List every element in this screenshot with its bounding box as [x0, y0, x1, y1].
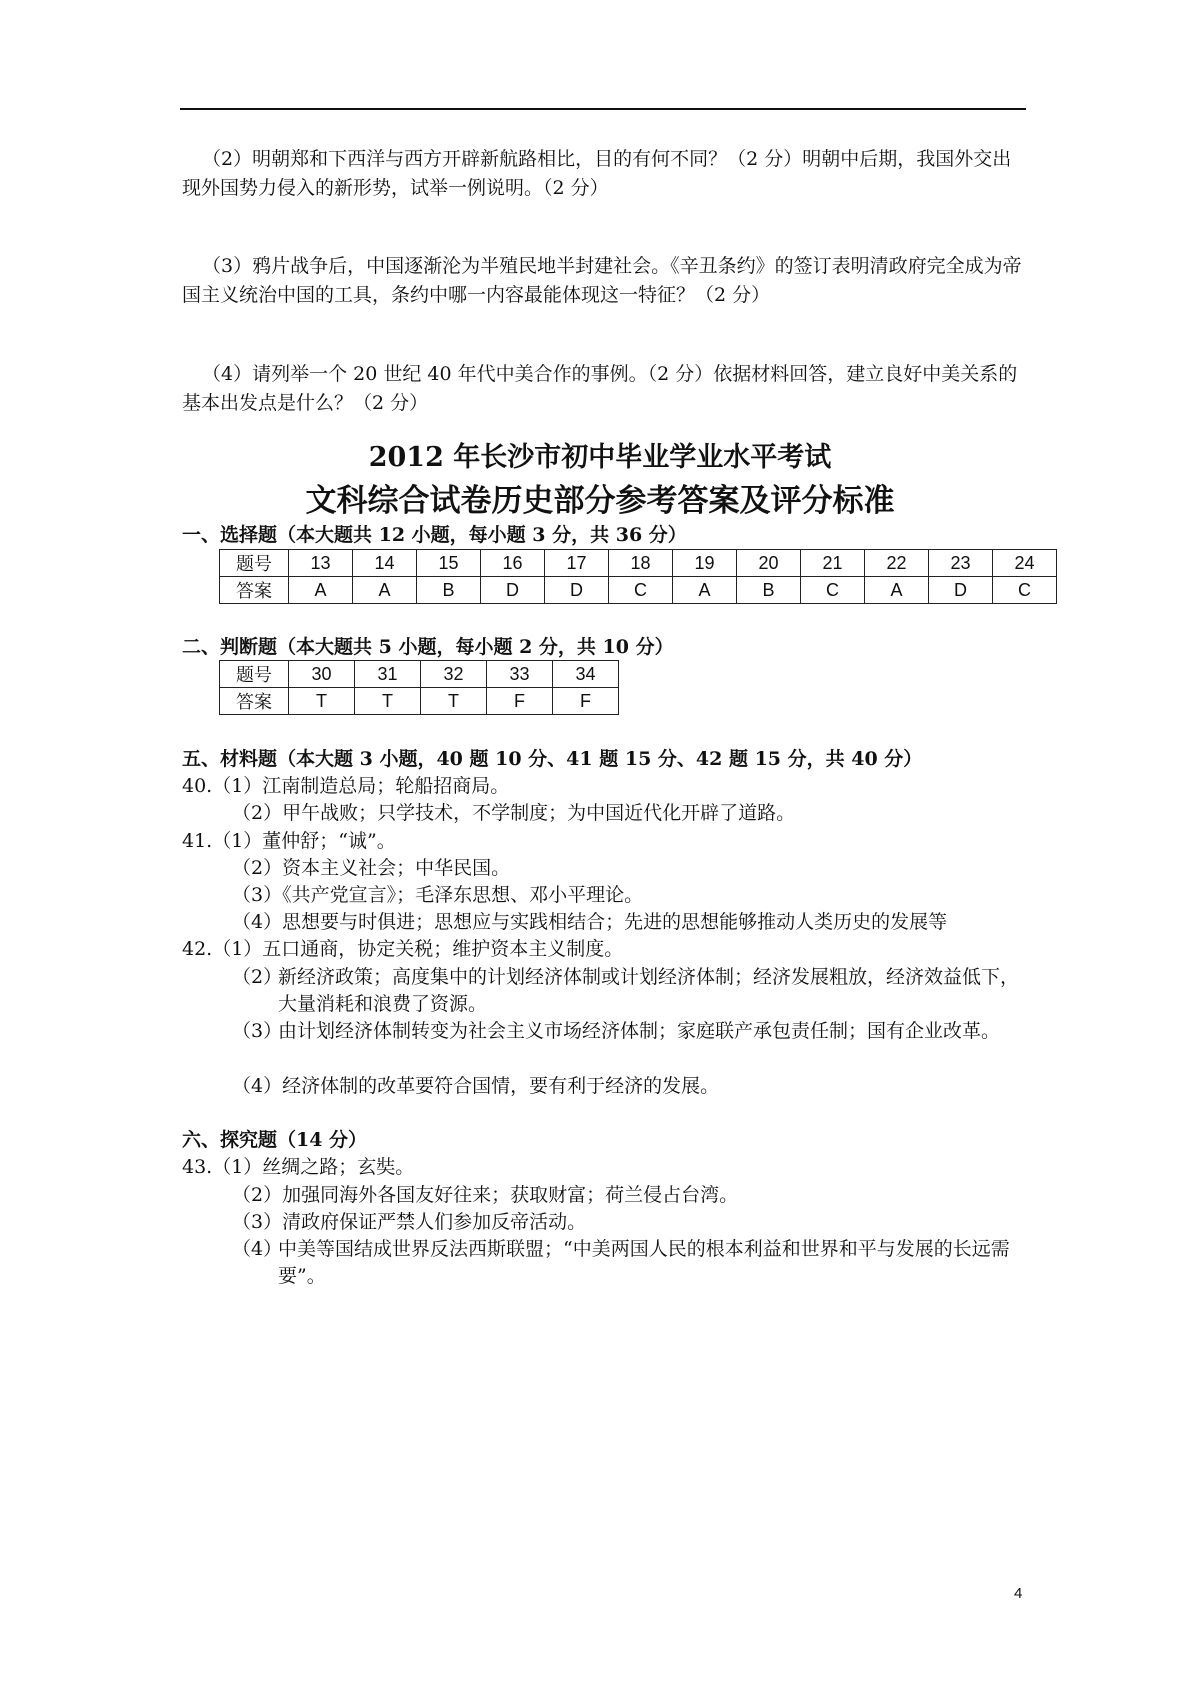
- answer-43-1: 43.（1）丝绸之路；玄奘。: [182, 1156, 415, 1178]
- question-4: （4）请列举一个 20 世纪 40 年代中美合作的事例。（2 分）依据材料回答，建立良好中美关系的基本出发点是什么？（2 分）: [182, 363, 1018, 414]
- answer-cell: A: [353, 577, 417, 604]
- table-row-numbers: [220, 550, 1057, 577]
- question-number-cell: 16: [481, 550, 545, 577]
- answer-cell: C: [993, 577, 1057, 604]
- page-number: 4: [1014, 1585, 1023, 1602]
- section-5-heading: 五、材料题（本大题 3 小题，40 题 10 分、41 题 15 分、42 题 15 分，共 40 分）: [182, 748, 923, 770]
- section-2-heading: 二、判断题（本大题共 5 小题，每小题 2 分，共 10 分）: [182, 636, 674, 658]
- question-3: （3）鸦片战争后，中国逐渐沦为半殖民地半封建社会。《辛丑条约》的签订表明清政府完全成为帝国主义统治中国的工具，条约中哪一内容最能体现这一特征？（2 分）: [182, 255, 1022, 306]
- table-row-numbers: [220, 661, 619, 688]
- answer-42-3-label: （3）: [232, 1020, 283, 1042]
- answer-cell: A: [673, 577, 737, 604]
- answer-cell: F: [487, 688, 553, 715]
- true-false-answer-table: [219, 660, 619, 715]
- section-6-heading: 六、探究题（14 分）: [182, 1129, 368, 1151]
- answer-cell: D: [481, 577, 545, 604]
- answer-cell: B: [737, 577, 801, 604]
- answer-42-2: 新经济政策；高度集中的计划经济体制或计划经济体制；经济发展粗放，经济效益低下，大量消耗和浪费了资源。: [278, 966, 1020, 1015]
- question-number-cell: 24: [993, 550, 1057, 577]
- answer-41-4: （4）思想要与时俱进；思想应与实践相结合；先进的思想能够推动人类历史的发展等: [232, 911, 948, 933]
- answer-cell: T: [289, 688, 355, 715]
- question-number-cell: 32: [421, 661, 487, 688]
- answer-42-2-label: （2）: [232, 966, 283, 988]
- answer-key-title: 文科综合试卷历史部分参考答案及评分标准: [305, 483, 895, 519]
- question-number-cell: 34: [553, 661, 619, 688]
- section-1-heading: 一、选择题（本大题共 12 小题，每小题 3 分，共 36 分）: [182, 524, 687, 546]
- answer-41-1: 41.（1）董仲舒；“诚”。: [182, 830, 396, 852]
- question-number-cell: 15: [417, 550, 481, 577]
- answer-cell: D: [545, 577, 609, 604]
- row-label: 题号: [220, 550, 289, 577]
- question-number-cell: 31: [355, 661, 421, 688]
- table-row-answers: [220, 688, 619, 715]
- row-label: 答案: [220, 577, 289, 604]
- answer-cell: T: [421, 688, 487, 715]
- question-number-cell: 30: [289, 661, 355, 688]
- answer-43-4: 中美等国结成世界反法西斯联盟；“中美两国人民的根本利益和世界和平与发展的长远需要”。: [278, 1238, 1010, 1287]
- question-number-cell: 19: [673, 550, 737, 577]
- answer-cell: B: [417, 577, 481, 604]
- answer-40-2: （2）甲午战败；只学技术，不学制度；为中国近代化开辟了道路。: [232, 802, 796, 824]
- question-number-cell: 14: [353, 550, 417, 577]
- header-rule: [180, 108, 1026, 110]
- row-label: 答案: [220, 688, 289, 715]
- answer-cell: C: [609, 577, 673, 604]
- question-2: （2）明朝郑和下西洋与西方开辟新航路相比，目的有何不同？（2 分）明朝中后期，我国外交出现外国势力侵入的新形势，试举一例说明。（2 分）: [182, 148, 1012, 199]
- answer-41-2: （2）资本主义社会；中华民国。: [232, 857, 511, 879]
- answer-cell: A: [289, 577, 353, 604]
- answer-cell: A: [865, 577, 929, 604]
- question-number-cell: 33: [487, 661, 553, 688]
- answer-cell: D: [929, 577, 993, 604]
- question-number-cell: 21: [801, 550, 865, 577]
- row-label: 题号: [220, 661, 289, 688]
- answer-43-3: （3）清政府保证严禁人们参加反帝活动。: [232, 1211, 587, 1233]
- answer-43-4-label: （4）: [232, 1238, 283, 1260]
- answer-cell: F: [553, 688, 619, 715]
- question-number-cell: 20: [737, 550, 801, 577]
- table-row-answers: [220, 577, 1057, 604]
- answer-42-1: 42.（1）五口通商，协定关税；维护资本主义制度。: [182, 938, 624, 960]
- question-number-cell: 18: [609, 550, 673, 577]
- question-number-cell: 23: [929, 550, 993, 577]
- answer-40-1: 40.（1）江南制造总局；轮船招商局。: [182, 775, 510, 797]
- answer-42-4: （4）经济体制的改革要符合国情，要有利于经济的发展。: [232, 1075, 720, 1097]
- answer-cell: T: [355, 688, 421, 715]
- question-number-cell: 17: [545, 550, 609, 577]
- question-number-cell: 13: [289, 550, 353, 577]
- answer-43-2: （2）加强同海外各国友好往来；获取财富；荷兰侵占台湾。: [232, 1184, 739, 1206]
- answer-41-3: （3）《共产党宣言》；毛泽东思想、邓小平理论。: [232, 884, 644, 906]
- exam-title: 2012 年长沙市初中毕业学业水平考试: [368, 442, 832, 473]
- multiple-choice-answer-table: [219, 549, 1057, 604]
- answer-cell: C: [801, 577, 865, 604]
- answer-42-3: 由计划经济体制转变为社会主义市场经济体制；家庭联产承包责任制；国有企业改革。: [278, 1020, 1001, 1042]
- question-number-cell: 22: [865, 550, 929, 577]
